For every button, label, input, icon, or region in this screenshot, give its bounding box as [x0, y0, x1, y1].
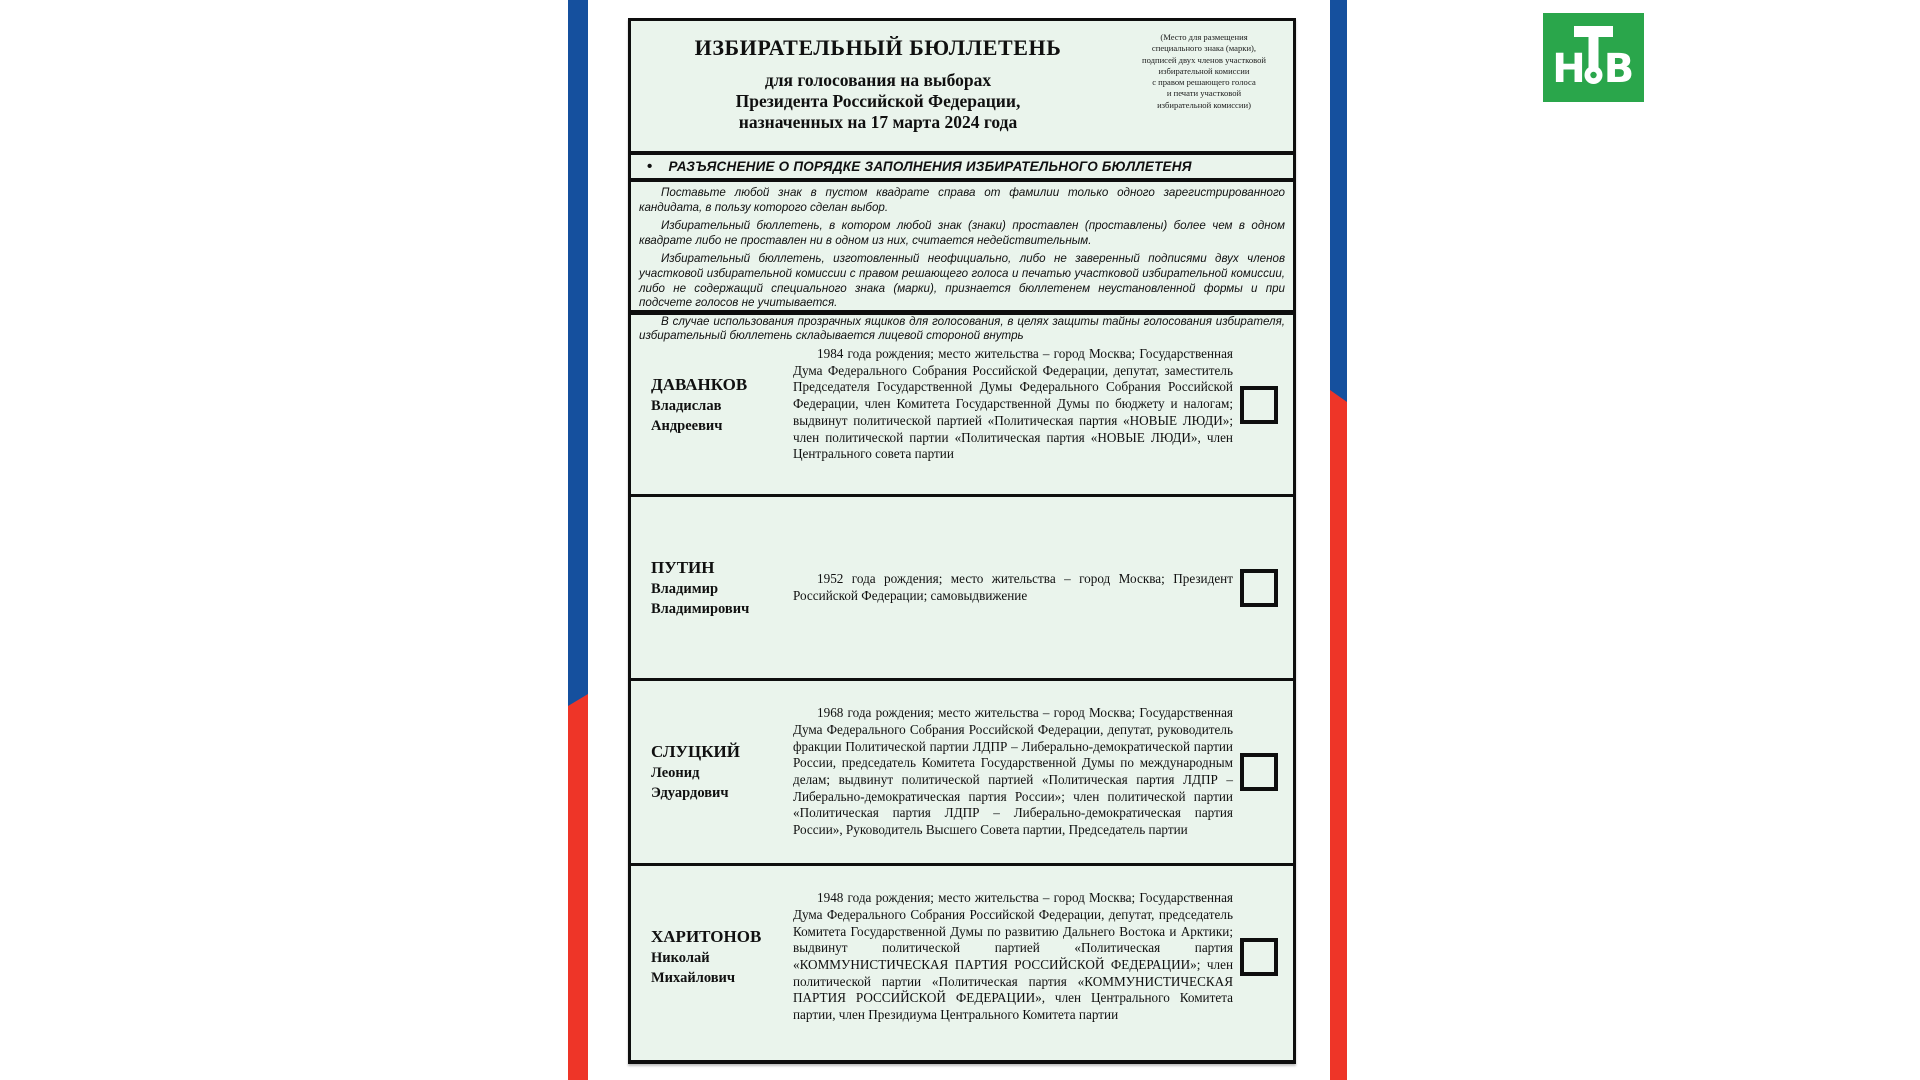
candidate-checkbox[interactable]: [1240, 938, 1278, 976]
candidate-checkbox[interactable]: [1240, 386, 1278, 424]
candidate-surname: ХАРИТОНОВ: [651, 927, 762, 946]
explanation-text: [631, 182, 1293, 343]
candidate-name: [631, 557, 793, 619]
explanation-paragraph: Избирательный бюллетень, изготовленный неофициально, либо не заверенный подписями двух членов участковой избирательной комиссии с правом решающего голоса и печатью участковой избирательной комиссии, либо не содержащий специального знака (марки), признается бюллетенем неустановленной формы и при подсчете голосов не учитывается.: [639, 252, 1285, 310]
candidate-name: [631, 374, 793, 436]
explanation-paragraph: Избирательный бюллетень, в котором любой знак (знаки) проставлен (проставлены) более чем в одном квадрате либо не проставлен ни в одном из них, считается недействительным.: [639, 219, 1285, 247]
left-accent-bar: [568, 0, 588, 1080]
ballot-header-main: [631, 21, 1125, 151]
ballot-header: [631, 21, 1293, 155]
explanation-heading: РАЗЪЯСНЕНИЕ О ПОРЯДКЕ ЗАПОЛНЕНИЯ ИЗБИРАТЕЛЬНОГО БЮЛЛЕТЕНЯ: [668, 159, 1192, 174]
explanation-paragraph: В случае использования прозрачных ящиков для голосования, в целях защиты тайны голосования избирателя, избирательный бюллетень складывается лицевой стороной внутрь: [639, 314, 1285, 343]
ballot-sheet: [628, 18, 1296, 1064]
candidate-first-name: Владислав: [651, 397, 722, 414]
candidate-row-kharitonov: [631, 863, 1293, 1048]
candidate-checkbox[interactable]: [1240, 753, 1278, 791]
candidate-row-slutsky: [631, 678, 1293, 863]
bullet-icon: •: [647, 158, 653, 175]
candidate-description: 1948 года рождения; место жительства – город Москва; Государственная Дума Федерального Собрания Российской Федерации, депутат, председатель Комитета Государственной Думы по развитию Дальнего Востока и Арктики; выдвинут политической партией «Политическая партия «КОММУНИСТИЧЕСКАЯ ПАРТИЯ РОССИЙСКОЙ ФЕДЕРАЦИИ»; член политической партии «Политическая партия «КОММУНИСТИЧЕСКАЯ ПАРТИЯ РОССИЙСКОЙ ФЕДЕРАЦИИ», член Центрального Комитета партии, член Президиума Центрального Комитета партии: [793, 890, 1233, 1023]
candidate-checkbox[interactable]: [1240, 569, 1278, 607]
candidate-patronymic: Владимирович: [651, 600, 750, 617]
candidate-surname: ПУТИН: [651, 557, 715, 577]
stamp-note-line: подписей двух членов участковой: [1141, 54, 1267, 65]
right-bar-red-segment: [1330, 390, 1347, 1080]
candidate-description: 1952 года рождения; место жительства – город Москва; Президент Российской Федерации; самовыдвижение: [793, 570, 1233, 603]
candidate-description: 1984 года рождения; место жительства – город Москва; Государственная Дума Федерального Собрания Российской Федерации, депутат, заместитель Председателя Государственной Думы Федерального Собрания Российской Федерации, член Комитета Государственной Думы по бюджету и налогам; выдвинут политической партией «Политическая партия «НОВЫЕ ЛЮДИ»; член политической партии «Политическая партия «НОВЫЕ ЛЮДИ», член Центрального совета партии: [793, 346, 1233, 462]
svg-text:Н: Н: [1552, 46, 1586, 92]
candidate-name: [631, 926, 793, 988]
ballot-subtitle-line: назначенных на 17 марта 2024 года: [738, 112, 1018, 132]
svg-text:В: В: [1603, 46, 1635, 92]
candidates-table: [631, 315, 1293, 1060]
ballot-title: ИЗБИРАТЕЛЬНЫЙ БЮЛЛЕТЕНЬ: [694, 35, 1062, 60]
stamp-note-line: специального знака (марки),: [1151, 43, 1257, 54]
stamp-note-line: и печати участковой: [1166, 88, 1242, 99]
candidate-patronymic: Михайлович: [651, 970, 736, 986]
right-accent-bar: [1330, 0, 1347, 1080]
candidate-patronymic: Андреевич: [651, 417, 723, 434]
ntv-logo-icon: [1543, 13, 1644, 102]
candidate-first-name: Николай: [651, 950, 710, 966]
ntv-logo: [1543, 13, 1644, 102]
candidate-first-name: Владимир: [651, 580, 719, 597]
stamp-note-line: (Место для размещения: [1160, 32, 1248, 42]
explanation-heading-band: [631, 155, 1293, 182]
candidate-patronymic: Эдуардович: [651, 785, 729, 801]
left-bar-red-segment: [568, 694, 588, 1080]
ballot-subtitle-line: Президента Российской Федерации,: [735, 91, 1021, 111]
stamp-note-line: избирательной комиссии): [1157, 99, 1251, 110]
candidate-first-name: Леонид: [651, 765, 700, 781]
candidate-description: 1968 года рождения; место жительства – город Москва; Государственная Дума Федерального Собрания Российской Федерации, депутат, руководитель фракции Политической партии ЛДПР – Либерально-демократической партии России, председатель Комитета Государственной Думы по международным делам; выдвинут политической партией «Политическая партия ЛДПР – Либерально-демократическая партия России»; член политической партии «Политическая партия ЛДПР – Либерально-демократическая партия России», Руководитель Высшего Совета партии, Председатель партии: [793, 705, 1233, 838]
stamp-note-line: с правом решающего голоса: [1152, 77, 1256, 88]
stamp-placement-note: [1125, 21, 1293, 151]
stamp-note-line: избирательной комиссии: [1158, 65, 1250, 76]
candidate-surname: СЛУЦКИЙ: [651, 742, 740, 761]
candidate-row-putin: [631, 494, 1293, 678]
ballot-subtitle-line: для голосования на выборах: [764, 70, 992, 90]
candidate-name: [631, 741, 793, 803]
explanation-paragraph: Поставьте любой знак в пустом квадрате справа от фамилии только одного зарегистрированного кандидата, в пользу которого сделан выбор.: [639, 186, 1285, 214]
ballot-subtitle: [631, 70, 1125, 133]
candidate-surname: ДАВАНКОВ: [651, 374, 748, 394]
candidate-row-davankov: [631, 315, 1293, 494]
